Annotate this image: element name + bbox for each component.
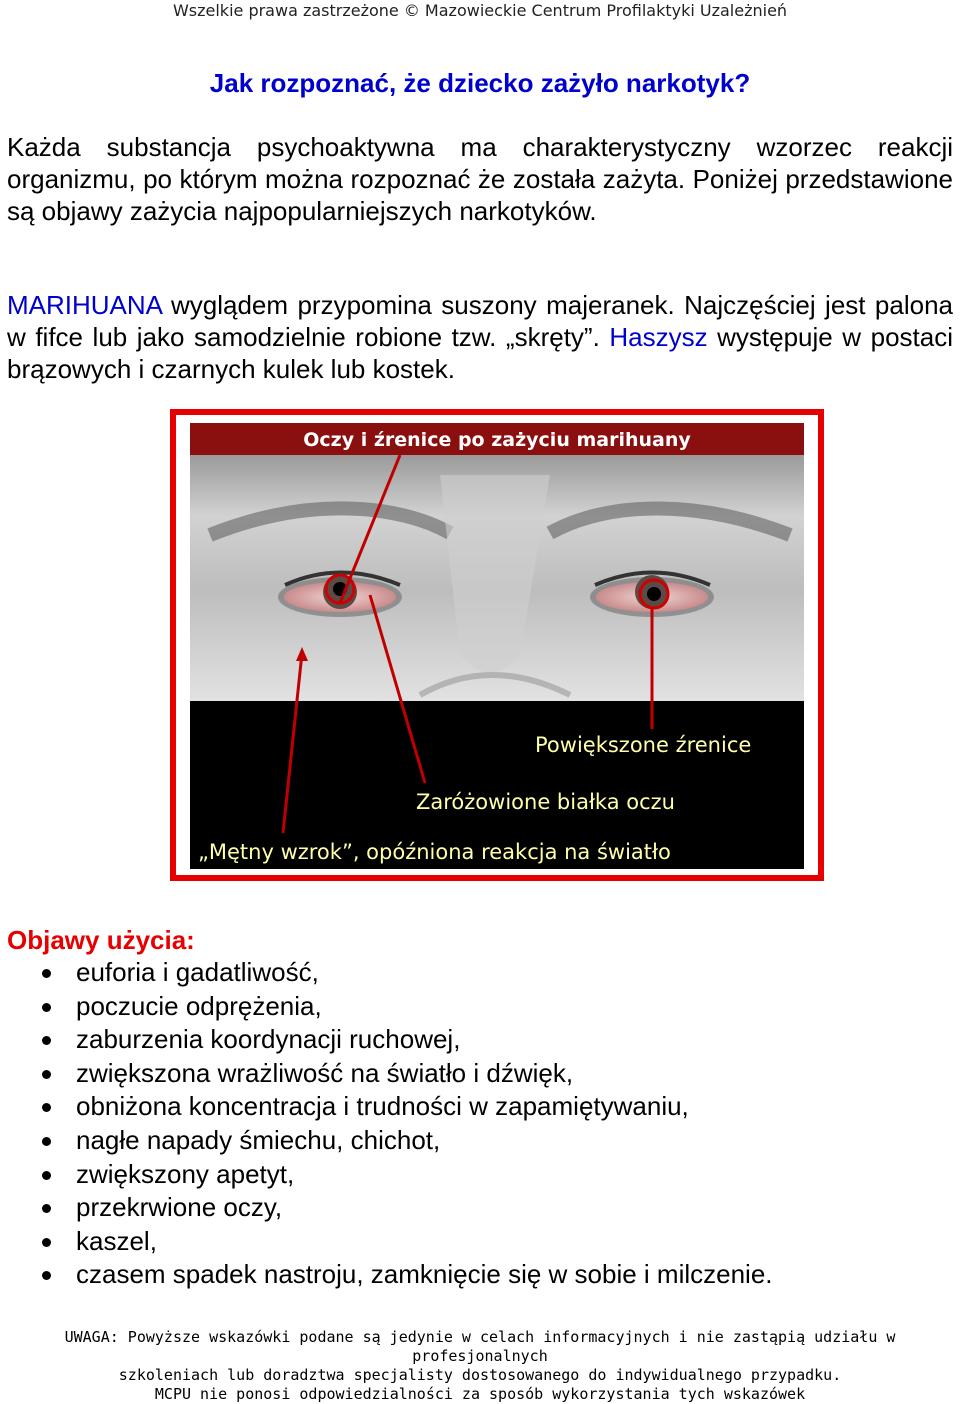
list-item: zwiększony apetyt, (0, 1158, 773, 1192)
page-title: Jak rozpoznać, że dziecko zażyło narkotyk? (209, 68, 751, 98)
bullet-icon (42, 1204, 51, 1213)
disclaimer-line-2: szkoleniach lub doradztwa specjalisty dostosowanego do indywidualnego przypadku. (118, 1366, 842, 1384)
copyright-header: Wszelkie prawa zastrzeżone © Mazowieckie Centrum Profilaktyki Uzależnień (172, 1, 788, 20)
haszysz-term: Haszysz (609, 322, 708, 352)
caption-whites: Zaróżowione białka oczu (416, 790, 675, 814)
disclaimer-line-1: UWAGA: Powyższe wskazówki podane są jedynie w celach informacyjnych i nie zastąpią udziału w profesjonalnych (64, 1328, 896, 1365)
marihuana-text: wyglądem przypomina suszony majeranek. Najczęściej jest palona w fifce lub jako samodzielnie robione tzw. „skręty”. (7, 290, 953, 352)
list-item: kaszel, (0, 1225, 773, 1259)
list-item: poczucie odprężenia, (0, 990, 773, 1024)
caption-vision: „Mętny wzrok”, opóźniona reakcja na światło (198, 840, 671, 864)
marihuana-paragraph (7, 289, 953, 385)
list-item: obniżona koncentracja i trudności w zapamiętywaniu, (0, 1090, 773, 1124)
haszysz-text: występuje w postaci brązowych i czarnych kulek lub kostek. (7, 322, 953, 384)
caption-pupils: Powiększone źrenice (535, 733, 752, 757)
bullet-icon (42, 1137, 51, 1146)
bullet-icon (42, 1171, 51, 1180)
bullet-icon (42, 1003, 51, 1012)
marihuana-term: MARIHUANA (7, 290, 162, 320)
symptoms-list (0, 956, 773, 1292)
symptoms-title: Objawy użycia: (7, 925, 195, 955)
bullet-icon (42, 969, 51, 978)
bullet-icon (42, 1036, 51, 1045)
list-item: euforia i gadatliwość, (0, 956, 773, 990)
disclaimer-line-3: MCPU nie ponosi odpowiedzialności za sposób wykorzystania tych wskazówek (154, 1385, 806, 1403)
list-item: zwiększona wrażliwość na światło i dźwięk, (0, 1057, 773, 1091)
bullet-icon (42, 1103, 51, 1112)
list-item: czasem spadek nastroju, zamknięcie się w sobie i milczenie. (0, 1258, 773, 1292)
bullet-icon (42, 1070, 51, 1079)
list-item: nagłe napady śmiechu, chichot, (0, 1124, 773, 1158)
bullet-icon (42, 1238, 51, 1247)
disclaimer-footer (0, 1328, 960, 1404)
figure-title: Oczy i źrenice po zażyciu marihuany (190, 423, 804, 455)
intro-paragraph: Każda substancja psychoaktywna ma charakterystyczny wzorzec reakcji organizmu, po którym można rozpoznać że została zażyta. Poniżej przedstawione są objawy zażycia najpopularniejszych narkotyków. (7, 132, 953, 226)
bullet-icon (42, 1271, 51, 1280)
list-item: przekrwione oczy, (0, 1191, 773, 1225)
list-item: zaburzenia koordynacji ruchowej, (0, 1023, 773, 1057)
